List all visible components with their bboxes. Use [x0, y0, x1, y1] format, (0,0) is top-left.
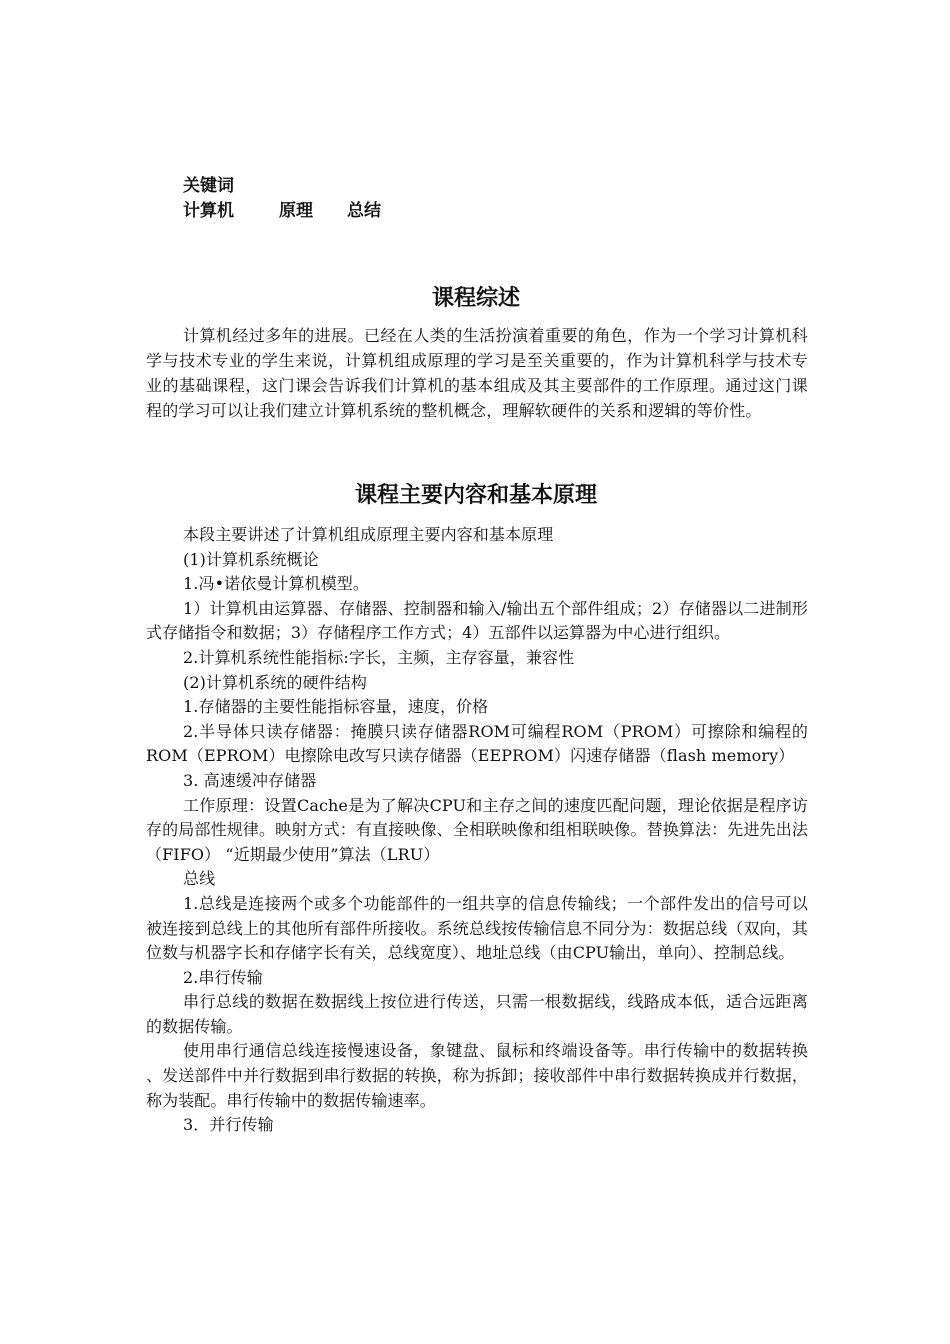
content-body [146, 523, 808, 1138]
content-paragraph: 工作原理：设置Cache是为了解决CPU和主存之间的速度匹配问题，理论依据是程序访存的局部性规律。映射方式：有直接映像、全相联映像和组相联映像。替换算法：先进先出法（FIFO） “近期最少使用”算法（LRU） [146, 795, 808, 864]
content-paragraph: 使用串行通信总线连接慢速设备，象键盘、鼠标和终端设备等。串行传输中的数据转换 、发送部件中并行数据到串行数据的转换，称为拆卸；接收部件中串行数据转换成并行数据，称为装配。串行传输中的数据传输速率。 [146, 1041, 808, 1110]
content-paragraph: 2.串行传输 [183, 967, 263, 987]
keywords-block [183, 174, 381, 224]
keywords-list [183, 199, 381, 224]
section-heading-content: 课程主要内容和基本原理 [354, 483, 597, 508]
content-paragraph: 2.半导体只读存储器：掩膜只读存储器ROM可编程ROM（PROM）可擦除和编程的ROM（EPROM）电擦除电改写只读存储器（EEPROM）闪速存储器（flash memory） [146, 721, 808, 766]
content-paragraph: 本段主要讲述了计算机组成原理主要内容和基本原理 [183, 525, 554, 544]
content-paragraph: 总线 [183, 869, 216, 889]
overview-paragraph: 计算机经过多年的进展。已经在人类的生活扮演着重要的角色，作为一个学习计算机科学与技术专业的学生来说，计算机组成原理的学习是至关重要的，作为计算机科学与技术专业的基础课程，这门课会告诉我们计算机的基本组成及其主要部件的工作原理。通过这门课程的学习可以让我们建立计算机系统的整机概念，理解软硬件的关系和逻辑的等价性。 [146, 326, 808, 420]
content-paragraph: 3. 高速缓冲存储器 [183, 770, 317, 790]
content-paragraph: 1）计算机由运算器、存储器、控制器和输入/输出五个部件组成；2）存储器以二进制形式存储指令和数据；3）存储程序工作方式；4）五部件以运算器为中心进行组织。 [146, 598, 808, 643]
content-paragraph: 2.计算机系统性能指标:字长，主频，主存容量，兼容性 [183, 647, 575, 667]
keyword-item: 总结 [347, 201, 381, 221]
content-paragraph: (2)计算机系统的硬件结构 [183, 672, 367, 692]
keyword-item: 原理 [279, 201, 313, 221]
content-paragraph: 1.总线是连接两个或多个功能部件的一组共享的信息传输线；一个部件发出的信号可以被连接到总线上的其他所有部件所接收。系统总线按传输信息不同分为：数据总线（双向，其位数与机器字长和存储字长有关，总线宽度）、地址总线（由CPU输出，单向）、控制总线。 [146, 893, 808, 963]
keyword-item: 计算机 [183, 201, 234, 221]
content-paragraph: 1.冯•诺依曼计算机模型。 [183, 574, 370, 594]
content-paragraph: 3．并行传输 [183, 1115, 274, 1135]
content-paragraph: (1)计算机系统概论 [183, 549, 319, 569]
content-paragraph: 串行总线的数据在数据线上按位进行传送，只需一根数据线，线路成本低，适合远距离的数据传输。 [146, 992, 808, 1036]
content-paragraph: 1.存储器的主要性能指标容量，速度，价格 [183, 697, 489, 717]
section-heading-overview: 课程综述 [431, 286, 520, 311]
keywords-label: 关键词 [183, 176, 234, 196]
